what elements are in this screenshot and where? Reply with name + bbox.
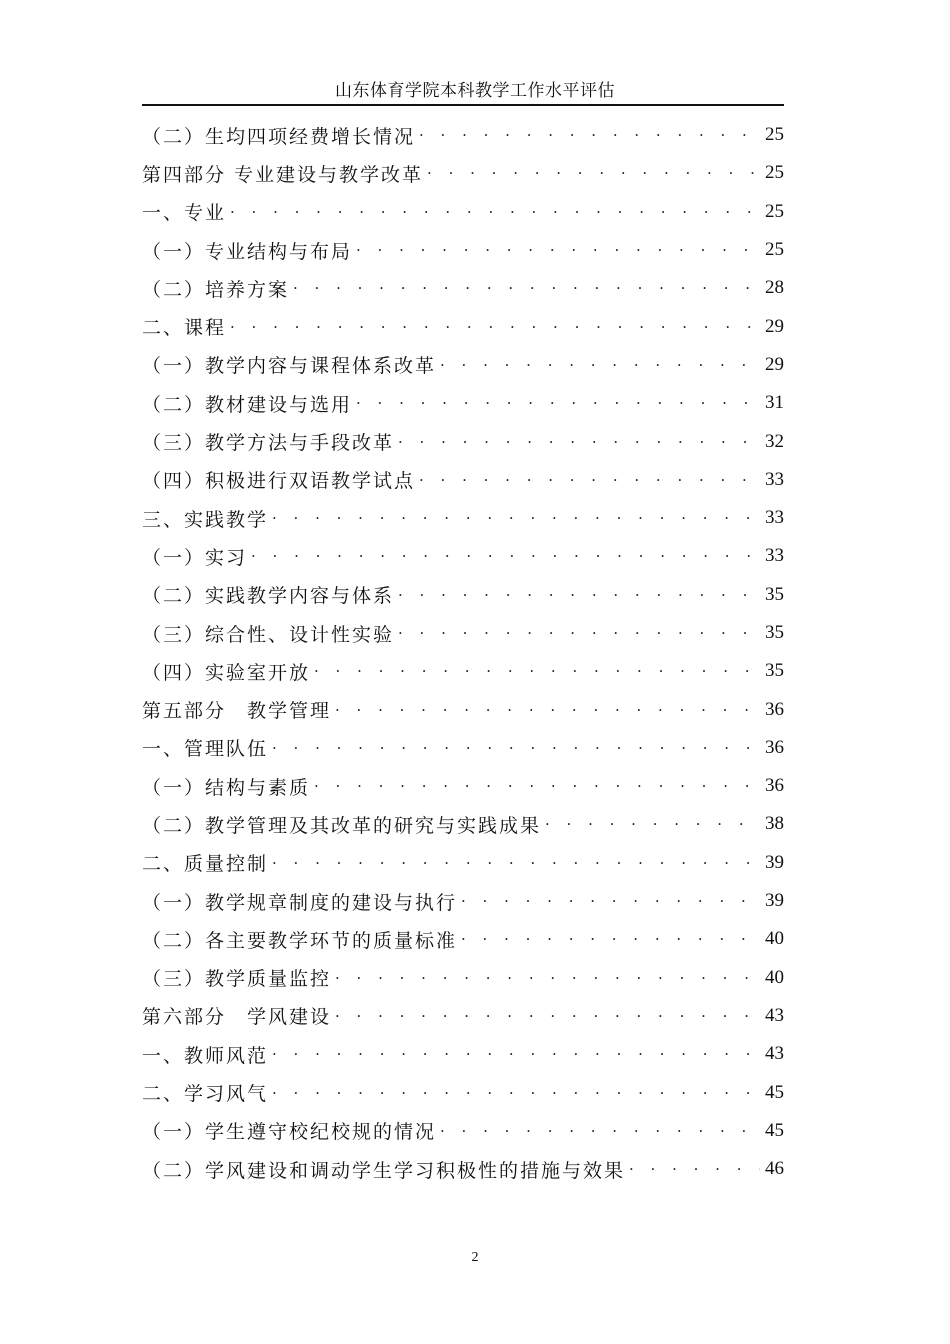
page-header: 山东体育学院本科教学工作水平评估 [335,81,615,100]
toc-entry-title: 二、学习风气 [142,1083,269,1106]
toc-entry-title: （二）培养方案 [142,278,290,301]
toc-leader-dots [356,241,760,259]
toc-entry[interactable] [142,537,784,575]
toc-leader-dots [251,547,760,565]
toc-leader-dots [461,930,760,948]
toc-entry-title: （三）综合性、设计性实验 [142,623,395,646]
toc-entry-page: 43 [765,1004,784,1026]
toc-entry-title: （一）结构与素质 [142,776,311,799]
toc-leader-dots [272,854,760,872]
toc-entry[interactable] [142,882,784,920]
table-of-contents [142,116,784,1188]
toc-entry[interactable] [142,652,784,690]
toc-leader-dots [335,1007,760,1025]
toc-entry-page: 45 [765,1081,784,1103]
toc-entry[interactable] [142,959,784,997]
toc-entry[interactable] [142,576,784,614]
toc-leader-dots [314,777,760,795]
toc-entry[interactable] [142,346,784,384]
toc-leader-dots [272,1084,760,1102]
toc-leader-dots [356,394,760,412]
toc-entry[interactable] [142,499,784,537]
toc-entry-title: 第六部分 学风建设 [142,1006,332,1029]
toc-entry[interactable] [142,269,784,307]
toc-leader-dots [230,203,760,221]
toc-entry-page: 35 [765,622,784,643]
toc-entry[interactable] [142,767,784,805]
toc-leader-dots [419,471,760,489]
toc-entry-title: （二）各主要教学环节的质量标准 [142,929,458,952]
toc-entry-title: 二、课程 [142,317,227,340]
toc-entry-title: 二、质量控制 [142,853,269,876]
toc-entry-page: 36 [765,736,784,758]
toc-entry[interactable] [142,384,784,422]
toc-leader-dots [314,662,760,680]
toc-entry-page: 38 [765,813,784,835]
toc-entry[interactable] [142,422,784,460]
toc-entry[interactable] [142,307,784,345]
toc-entry-page: 29 [765,353,784,375]
toc-entry[interactable] [142,805,784,843]
toc-entry-page: 36 [765,775,784,797]
toc-leader-dots [398,586,760,604]
toc-entry-page: 25 [765,239,784,261]
toc-entry-title: （二）教学管理及其改革的研究与实践成果 [142,814,542,837]
toc-leader-dots [293,279,760,297]
toc-entry-page: 25 [765,162,784,184]
toc-entry-title: 一、专业 [142,202,227,225]
toc-entry-title: （一）专业结构与布局 [142,240,353,263]
toc-entry-page: 40 [765,966,784,988]
toc-entry[interactable] [142,729,784,767]
toc-entry[interactable] [142,154,784,192]
toc-entry-title: （二）实践教学内容与体系 [142,585,395,608]
toc-leader-dots [419,126,760,144]
toc-entry-title: （一）教学内容与课程体系改革 [142,355,437,378]
toc-entry[interactable] [142,844,784,882]
toc-entry-page: 39 [765,851,784,873]
toc-leader-dots [272,1045,760,1063]
toc-entry-title: （四）积极进行双语教学试点 [142,470,416,493]
toc-entry[interactable] [142,1150,784,1188]
toc-entry-page: 33 [765,507,784,529]
toc-entry-page: 33 [765,545,784,567]
toc-leader-dots [545,815,760,833]
toc-leader-dots [427,164,760,182]
toc-entry[interactable] [142,116,784,154]
toc-entry-page: 32 [765,430,784,452]
toc-entry-page: 43 [765,1043,784,1065]
toc-entry-page: 36 [765,698,784,720]
toc-entry-page: 39 [765,890,784,912]
toc-entry-page: 31 [765,392,784,414]
toc-entry[interactable] [142,193,784,231]
toc-leader-dots [272,509,760,527]
toc-leader-dots [398,624,760,642]
toc-leader-dots [335,701,760,719]
toc-entry-title: 三、实践教学 [142,508,269,531]
toc-entry-title: 第五部分 教学管理 [142,700,332,723]
toc-entry-page: 25 [765,200,784,222]
toc-leader-dots [230,318,760,336]
toc-entry-title: （一）教学规章制度的建设与执行 [142,891,458,914]
toc-leader-dots [398,433,760,451]
toc-entry[interactable] [142,1112,784,1150]
toc-leader-dots [335,969,760,987]
toc-entry-page: 40 [765,928,784,950]
toc-entry-title: （四）实验室开放 [142,661,311,684]
toc-entry-page: 46 [765,1158,784,1180]
toc-leader-dots [461,892,760,910]
toc-entry[interactable] [142,1073,784,1111]
toc-entry-title: （三）教学质量监控 [142,968,332,991]
toc-entry-title: （二）教材建设与选用 [142,393,353,416]
toc-entry-title: （二）学风建设和调动学生学习积极性的措施与效果 [142,1159,626,1182]
header-rule [142,104,784,106]
toc-entry-title: （三）教学方法与手段改革 [142,432,395,455]
page-number: 2 [471,1250,479,1265]
toc-entry[interactable] [142,231,784,269]
toc-entry-page: 35 [765,583,784,605]
toc-entry[interactable] [142,997,784,1035]
toc-leader-dots [272,739,760,757]
toc-entry-title: （一）学生遵守校纪校规的情况 [142,1121,437,1144]
toc-entry-title: （一）实习 [142,546,248,569]
toc-entry-title: 一、管理队伍 [142,738,269,761]
toc-entry-title: （二）生均四项经费增长情况 [142,125,416,148]
toc-entry[interactable] [142,690,784,728]
toc-entry-title: 第四部分 专业建设与教学改革 [142,163,424,186]
toc-leader-dots [440,1122,760,1140]
toc-leader-dots [629,1160,760,1178]
toc-entry-page: 29 [765,315,784,337]
toc-entry-page: 33 [765,468,784,490]
toc-entry[interactable] [142,920,784,958]
toc-entry[interactable] [142,461,784,499]
toc-entry-page: 35 [765,660,784,682]
toc-entry[interactable] [142,1035,784,1073]
toc-leader-dots [440,356,760,374]
toc-entry-page: 28 [765,277,784,299]
toc-entry-page: 25 [765,124,784,146]
toc-entry-title: 一、教师风范 [142,1044,269,1067]
toc-entry-page: 45 [765,1119,784,1141]
toc-entry[interactable] [142,614,784,652]
